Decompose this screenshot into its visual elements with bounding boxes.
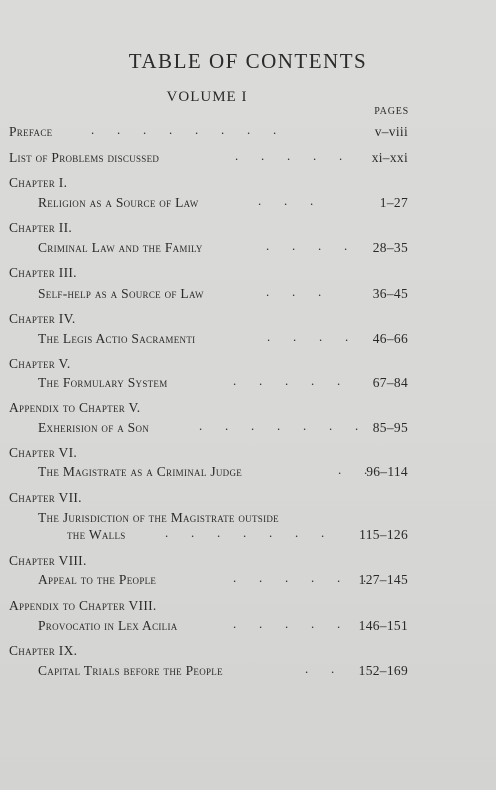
toc-entry-title: The Jurisdiction of the Magistrate outside bbox=[38, 510, 279, 525]
toc-entry-title: The Formulary System bbox=[38, 375, 168, 390]
dot-leader: . . . . . . . . bbox=[91, 122, 277, 137]
toc-entry bbox=[0, 265, 496, 283]
toc-entry-title: Appendix to Chapter V. bbox=[9, 400, 141, 415]
pages-column-header: PAGES bbox=[374, 106, 409, 117]
toc-entry-title: Preface bbox=[9, 124, 53, 139]
toc-entry bbox=[0, 572, 496, 590]
dot-leader: . . . . . . . bbox=[199, 418, 359, 433]
toc-entry-title: The Magistrate as a Criminal Judge bbox=[38, 464, 243, 479]
toc-entry-pages: v–viii bbox=[374, 124, 408, 139]
toc-entry-title: the Walls bbox=[67, 527, 126, 542]
toc-entry bbox=[0, 527, 496, 545]
toc-entry bbox=[0, 175, 496, 193]
toc-entry bbox=[0, 643, 496, 661]
toc-entry-title: Exherision of a Son bbox=[38, 420, 150, 435]
volume-heading: VOLUME I bbox=[166, 89, 248, 105]
dot-leader: . . . bbox=[258, 193, 314, 208]
toc-entry-pages: 46–66 bbox=[372, 331, 408, 346]
toc-entry bbox=[0, 663, 496, 681]
toc-entry-pages: xi–xxi bbox=[371, 150, 408, 165]
toc-entry-pages: 96–114 bbox=[366, 464, 408, 479]
dot-leader: . . . . . bbox=[233, 373, 341, 388]
toc-entry bbox=[0, 464, 496, 482]
toc-entry-pages: 127–145 bbox=[358, 572, 408, 587]
toc-entry-title: The Legis Actio Sacramenti bbox=[38, 331, 196, 346]
toc-entry bbox=[0, 240, 496, 258]
dot-leader: . . . . bbox=[267, 329, 349, 344]
toc-entry bbox=[0, 286, 496, 304]
toc-entry-title: Self-help as a Source of Law bbox=[38, 286, 204, 301]
toc-entry-pages: 36–45 bbox=[372, 286, 408, 301]
toc-entry-title: Appeal to the People bbox=[38, 572, 157, 587]
toc-entry bbox=[0, 598, 496, 616]
dot-leader: . . . . bbox=[266, 238, 348, 253]
toc-entry bbox=[0, 375, 496, 393]
toc-entry bbox=[0, 420, 496, 438]
toc-entry-title: List of Problems discussed bbox=[9, 150, 160, 165]
toc-entry-title: Criminal Law and the Family bbox=[38, 240, 203, 255]
toc-entry-pages: 152–169 bbox=[358, 663, 408, 678]
toc-entry-pages: 1–27 bbox=[379, 195, 408, 210]
toc-entry bbox=[0, 490, 496, 508]
toc-entry-title: Chapter VIII. bbox=[9, 553, 87, 568]
toc-entry bbox=[0, 445, 496, 463]
toc-entry bbox=[0, 124, 496, 142]
dot-leader: . . bbox=[305, 661, 335, 676]
toc-entry-pages: 146–151 bbox=[358, 618, 408, 633]
toc-entry-title: Chapter IX. bbox=[9, 643, 78, 658]
toc-entry-title: Appendix to Chapter VIII. bbox=[9, 598, 157, 613]
toc-entry-title: Chapter VI. bbox=[9, 445, 78, 460]
dot-leader: . . . . . . bbox=[233, 570, 367, 585]
toc-entry-title: Chapter I. bbox=[9, 175, 68, 190]
toc-entry-pages: 115–126 bbox=[359, 527, 408, 542]
toc-entry-title: Chapter VII. bbox=[9, 490, 82, 505]
toc-entry-title: Capital Trials before the People bbox=[38, 663, 223, 678]
toc-entry-title: Religion as a Source of Law bbox=[38, 195, 199, 210]
toc-entry-title: Chapter III. bbox=[9, 265, 77, 280]
dot-leader: . . . bbox=[266, 284, 322, 299]
toc-entry bbox=[0, 195, 496, 213]
toc-entry bbox=[0, 331, 496, 349]
toc-entry-pages: 67–84 bbox=[372, 375, 408, 390]
toc-entry bbox=[0, 311, 496, 329]
dot-leader: . . . . . bbox=[235, 148, 343, 163]
toc-entry bbox=[0, 356, 496, 374]
toc-entry bbox=[0, 220, 496, 238]
toc-entry bbox=[0, 618, 496, 636]
toc-entry bbox=[0, 150, 496, 168]
page-title: TABLE OF CONTENTS bbox=[128, 49, 368, 73]
toc-entry-title: Provocatio in Lex Acilia bbox=[38, 618, 178, 633]
toc-entry-title: Chapter V. bbox=[9, 356, 71, 371]
toc-entry bbox=[0, 553, 496, 571]
toc-entry-title: Chapter II. bbox=[9, 220, 73, 235]
toc-entry-pages: 28–35 bbox=[372, 240, 408, 255]
toc-entry bbox=[0, 400, 496, 418]
toc-entry-title: Chapter IV. bbox=[9, 311, 76, 326]
dot-leader: . . bbox=[338, 462, 368, 477]
dot-leader: . . . . . . . bbox=[165, 525, 325, 540]
toc-entry-pages: 85–95 bbox=[372, 420, 408, 435]
dot-leader: . . . . . bbox=[233, 616, 341, 631]
